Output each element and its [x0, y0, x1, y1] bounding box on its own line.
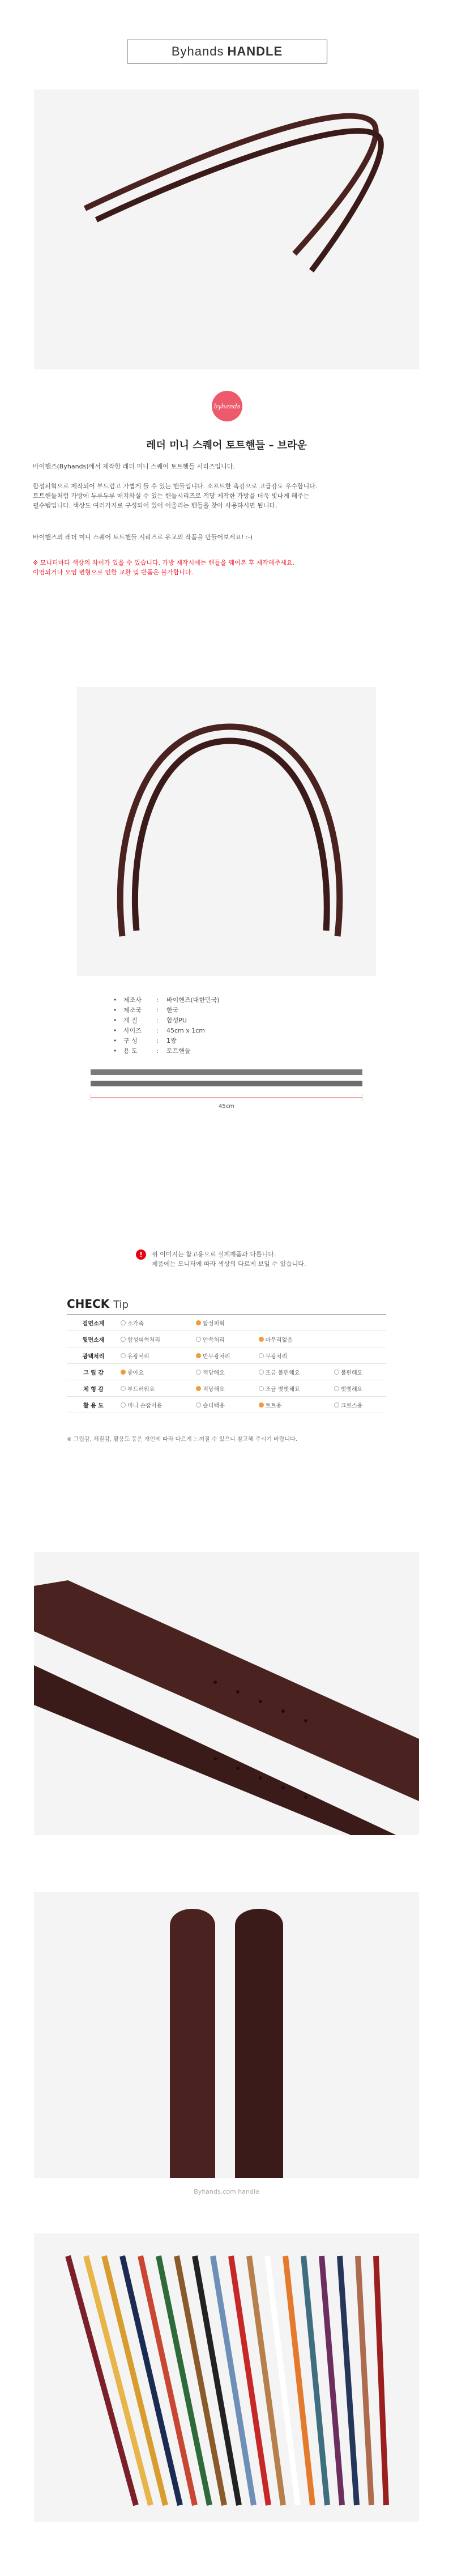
spec-key: 용 도	[123, 1047, 138, 1055]
check-cell	[195, 1315, 258, 1331]
check-option-label: 반무광처리	[203, 1353, 230, 1360]
check-option-label: 크로스용	[340, 1402, 363, 1409]
circle-icon	[196, 1337, 201, 1342]
spec-separator: :	[156, 996, 159, 1004]
color-lineup-photo	[34, 2233, 419, 2522]
brand-logo-text: byhands	[213, 402, 241, 410]
check-row-label: 체 형 감	[67, 1380, 120, 1397]
selected-circle-icon	[121, 1370, 126, 1375]
check-option	[121, 1368, 144, 1376]
check-option-label: 조금 불편해요	[265, 1370, 300, 1376]
check-row-label: 뒷면소재	[67, 1331, 120, 1347]
spec-value: 45cm x 1cm	[166, 1026, 206, 1034]
color-strap	[376, 2256, 386, 2505]
check-option	[196, 1335, 225, 1344]
check-option-label: 소가죽	[127, 1320, 144, 1327]
u-shaped-handle-illustration	[77, 687, 376, 976]
circle-icon	[121, 1320, 126, 1325]
selected-circle-icon	[196, 1353, 201, 1358]
spec-value: 바이핸즈(대한민국)	[166, 996, 220, 1004]
color-strap	[358, 2256, 371, 2505]
check-cell	[120, 1315, 195, 1331]
check-option-label: 마무리없음	[265, 1337, 293, 1344]
check-option-label: 안쪽처리	[203, 1337, 225, 1344]
check-row-label: 그 립 감	[67, 1364, 120, 1380]
check-cell	[334, 1380, 386, 1397]
check-option	[121, 1384, 155, 1393]
spec-value: 토트핸들	[166, 1047, 191, 1055]
check-row	[67, 1331, 386, 1347]
spec-row	[113, 1046, 220, 1056]
check-row-label: 광택처리	[67, 1347, 120, 1364]
circle-icon	[259, 1386, 264, 1391]
spec-row	[113, 1025, 220, 1035]
color-strap	[267, 2256, 298, 2505]
check-option	[259, 1351, 288, 1360]
footer-domain: Byhands.com handle	[194, 2188, 259, 2195]
spec-separator: :	[156, 1037, 159, 1044]
check-cell	[334, 1397, 386, 1413]
check-option	[121, 1401, 162, 1409]
check-cell	[334, 1315, 386, 1331]
check-option-label: 합성피혁	[203, 1320, 225, 1327]
disclaimer	[136, 1249, 362, 1269]
spec-key: 제조사	[123, 996, 142, 1004]
circle-icon	[121, 1353, 126, 1358]
strap-pair-illustration	[34, 89, 419, 369]
check-row	[67, 1397, 386, 1413]
brand-title-box	[127, 40, 327, 63]
color-straps-illustration	[34, 2233, 419, 2522]
check-option-label: 불편해요	[340, 1370, 363, 1376]
check-option-label: 합성피혁처리	[127, 1337, 160, 1344]
check-option	[196, 1401, 225, 1409]
check-cell	[258, 1347, 334, 1364]
check-cell	[334, 1331, 386, 1347]
check-cell	[120, 1364, 195, 1380]
brand-name: Byhands	[171, 44, 224, 58]
spec-value: 1쌍	[166, 1037, 177, 1044]
check-footnote: ※ 그립감, 체질감, 활용도 등은 개인에 따라 다르게 느껴질 수 있으니 참고해 주시기 바랍니다.	[67, 1436, 297, 1443]
check-cell	[195, 1347, 258, 1364]
strap-ends-illustration	[34, 1552, 419, 1835]
spec-key: 사이즈	[123, 1027, 142, 1034]
circle-icon	[334, 1370, 339, 1375]
intro-line: 필수템입니다. 색상도 여러가지로 구성되어 있어 어울리는 핸들을 찾아 사용하시면 됩니다.	[33, 502, 277, 509]
check-option-label: 뻣뻣해요	[340, 1386, 363, 1393]
color-strap	[104, 2256, 165, 2505]
bullet-icon: •	[113, 1016, 117, 1024]
check-row-label: 활 용 도	[67, 1397, 120, 1413]
check-title-strong: CHECK	[67, 1297, 110, 1311]
check-option	[196, 1319, 225, 1327]
check-option	[334, 1384, 363, 1393]
dimension-svg	[91, 1058, 362, 1120]
circle-icon	[259, 1370, 264, 1375]
intro-line: 토트핸들처럼 가방에 두루두루 매치하실 수 있는 핸들시리즈로 적당 제작한 가방을 더욱 빛나게 해주는	[33, 492, 310, 500]
check-title-sub: Tip	[113, 1299, 129, 1311]
check-cell	[258, 1380, 334, 1397]
check-option	[121, 1319, 144, 1327]
intro-line: 바이핸즈의 레더 미니 스퀘어 토트핸들 시리즈로 유교의 작품을 만들어보세요! :-)	[33, 534, 253, 541]
check-option-label: 부드러워요	[127, 1386, 155, 1393]
intro-line: 바이핸즈(Byhands)에서 제작한 레더 미니 스퀘어 토트핸들 시리즈입니다.	[33, 463, 235, 470]
spec-key: 제조국	[123, 1006, 142, 1014]
spec-separator: :	[156, 1047, 159, 1055]
notice-line: 이염되거나 오염 변형으로 인한 교환 및 반품은 불가합니다.	[33, 569, 193, 576]
brand-category: HANDLE	[227, 44, 283, 58]
bullet-icon: •	[113, 996, 117, 1004]
check-option-label: 숄더백용	[203, 1402, 225, 1409]
spec-row	[113, 1015, 220, 1025]
selected-circle-icon	[196, 1320, 201, 1325]
bullet-icon: •	[113, 1047, 117, 1055]
selected-circle-icon	[196, 1386, 201, 1391]
circle-icon	[121, 1386, 126, 1391]
spec-separator: :	[156, 1006, 159, 1014]
check-option-label: 토트용	[265, 1402, 282, 1409]
check-cell	[334, 1364, 386, 1380]
check-cell	[258, 1364, 334, 1380]
check-cell	[258, 1315, 334, 1331]
spec-list	[113, 995, 220, 1056]
check-option	[334, 1368, 363, 1376]
check-tip-table	[67, 1314, 386, 1413]
handle-photo	[77, 687, 376, 976]
disclaimer-text	[152, 1249, 362, 1269]
color-strap	[68, 2256, 136, 2505]
check-option	[334, 1401, 363, 1409]
detail-photo-texture	[34, 1892, 419, 2178]
circle-icon	[121, 1337, 126, 1342]
bullet-icon: •	[113, 1006, 117, 1014]
spec-value: 합성PU	[166, 1017, 187, 1024]
disclaimer-line: 제품에는 모니터에 따라 색상의 다르게 보일 수 있습니다.	[152, 1260, 306, 1268]
bullet-icon: •	[113, 1026, 117, 1034]
warning-icon: !	[136, 1249, 146, 1260]
spec-row	[113, 995, 220, 1005]
selected-circle-icon	[259, 1402, 264, 1408]
check-option	[196, 1384, 225, 1393]
product-title: 레더 미니 스퀘어 토트핸들 – 브라운	[146, 440, 307, 451]
check-option	[196, 1368, 225, 1376]
check-option	[121, 1335, 160, 1344]
check-option	[259, 1401, 282, 1409]
color-strap	[86, 2256, 151, 2505]
bullet-icon: •	[113, 1037, 117, 1044]
check-cell	[120, 1331, 195, 1347]
check-option-label: 미니 손잡이용	[127, 1402, 163, 1409]
dimension-label: 45cm	[219, 1103, 234, 1110]
check-option	[121, 1351, 149, 1360]
check-option-label: 좋아요	[127, 1370, 144, 1376]
disclaimer-line: 위 이미지는 참고용으로 실제제품과 다릅니다.	[152, 1251, 276, 1258]
check-cell	[258, 1397, 334, 1413]
spec-key: 재 질	[123, 1017, 138, 1024]
circle-icon	[334, 1402, 339, 1408]
notice-line: ※ 모니터마다 색상의 차이가 있을 수 있습니다. 가방 제작시에는 핸들을 꿰어본 후 제작해주세요.	[33, 559, 294, 566]
check-cell	[334, 1347, 386, 1364]
selected-circle-icon	[259, 1337, 264, 1342]
circle-icon	[121, 1402, 126, 1408]
check-cell	[195, 1397, 258, 1413]
detail-photo-ends	[34, 1552, 419, 1835]
spec-row	[113, 1035, 220, 1046]
check-tip-title	[67, 1297, 129, 1311]
spec-key: 구 성	[123, 1037, 138, 1044]
circle-icon	[334, 1386, 339, 1391]
check-row	[67, 1380, 386, 1397]
color-strap	[340, 2256, 357, 2505]
check-cell	[120, 1347, 195, 1364]
spec-value: 한국	[166, 1006, 179, 1014]
brand-logo	[212, 391, 242, 421]
check-option	[259, 1335, 293, 1344]
check-row	[67, 1315, 386, 1331]
intro-closing	[33, 532, 420, 542]
strap-texture-illustration	[34, 1892, 419, 2178]
check-cell	[195, 1364, 258, 1380]
circle-icon	[259, 1353, 264, 1358]
check-cell	[120, 1397, 195, 1413]
circle-icon	[196, 1402, 201, 1408]
check-option	[196, 1351, 230, 1360]
color-strap	[249, 2256, 283, 2505]
spec-separator: :	[156, 1016, 159, 1024]
check-option-label: 조금 뻣뻣해요	[265, 1386, 300, 1393]
intro-paragraph	[33, 481, 420, 510]
check-option	[259, 1384, 300, 1393]
circle-icon	[196, 1370, 201, 1375]
check-option	[259, 1368, 300, 1376]
dimension-diagram	[91, 1058, 362, 1120]
spec-separator: :	[156, 1026, 159, 1034]
intro-line: 합성피혁으로 제작되어 부드럽고 가볍게 들 수 있는 핸들입니다. 소프트한 촉감으로 고급감도 우수합니다.	[33, 483, 318, 490]
check-row	[67, 1364, 386, 1380]
check-row-label: 겉면소재	[67, 1315, 120, 1331]
hero-product-photo	[34, 89, 419, 369]
check-cell	[258, 1331, 334, 1347]
check-cell	[195, 1380, 258, 1397]
check-option-label: 무광처리	[265, 1353, 288, 1360]
check-option-label: 적당해요	[203, 1370, 225, 1376]
check-option-label: 유광처리	[127, 1353, 149, 1360]
check-option-label: 적당해요	[203, 1386, 225, 1393]
check-cell	[195, 1331, 258, 1347]
intro-text	[33, 462, 420, 471]
color-notice	[33, 558, 420, 577]
check-row	[67, 1347, 386, 1364]
check-cell	[120, 1380, 195, 1397]
spec-row	[113, 1005, 220, 1015]
